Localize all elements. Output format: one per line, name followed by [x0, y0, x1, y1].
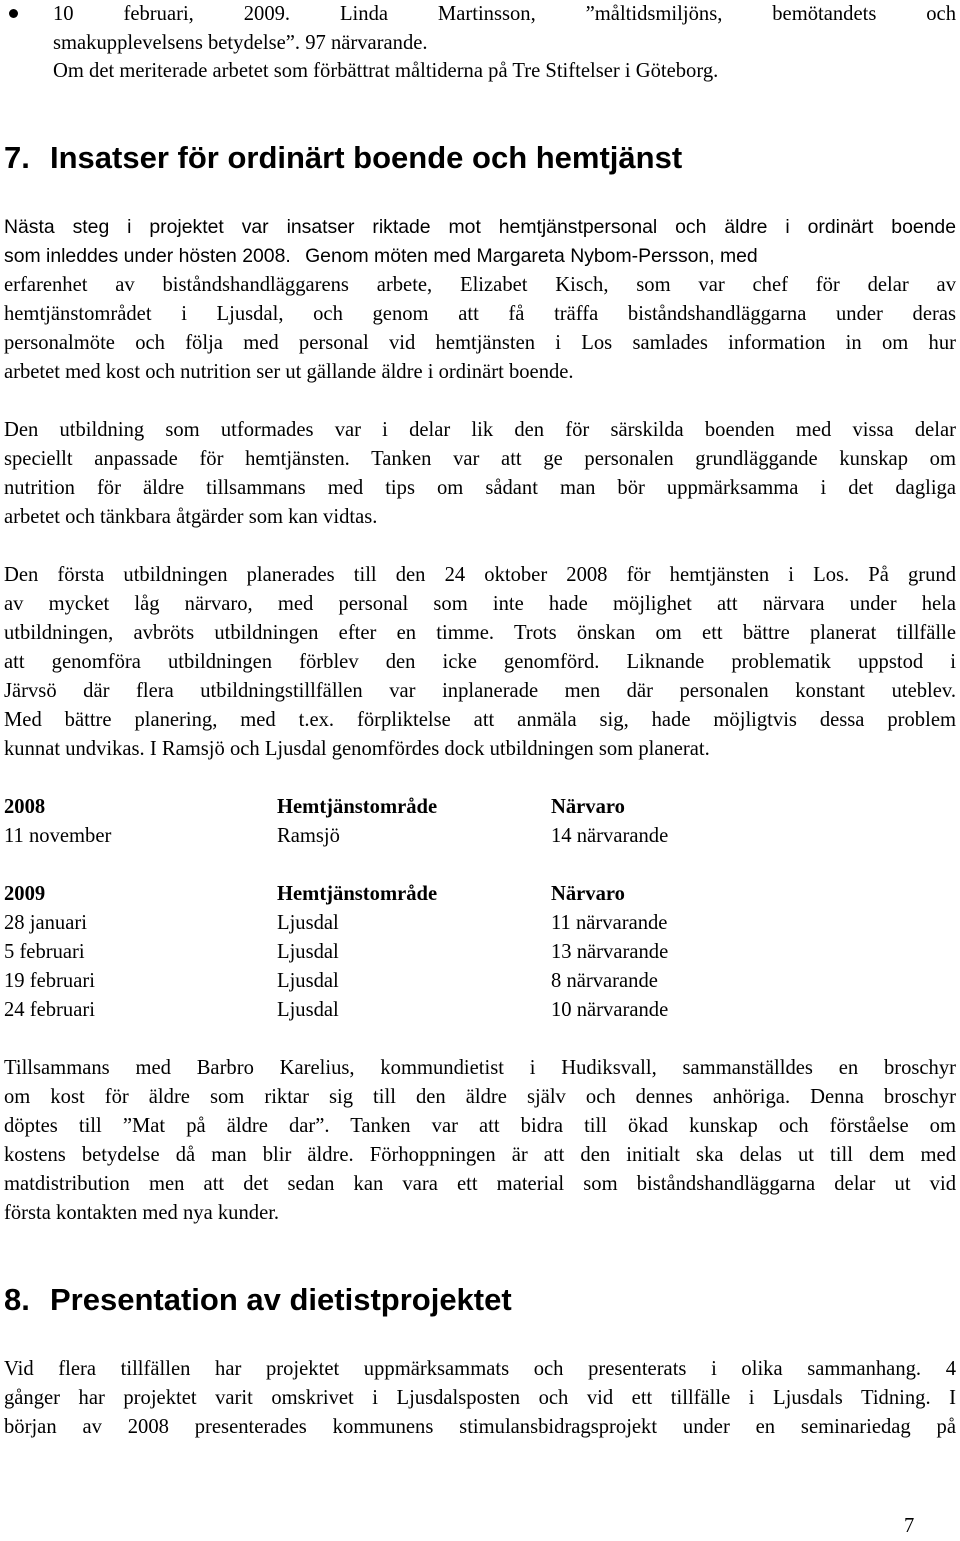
paragraph-line: speciellt anpassade för hemtjänsten. Tanken var att ge personalen grundläggande kunskap om — [4, 448, 956, 470]
table-cell: Ljusdal — [277, 970, 339, 992]
table-header-cell: Hemtjänstområde — [277, 796, 438, 818]
table-cell: 14 närvarande — [551, 825, 669, 847]
table-cell: Ljusdal — [277, 999, 339, 1021]
section-title: Presentation av dietistprojektet — [50, 1282, 512, 1317]
paragraph-line: arbetet med kost och nutrition ser ut gällande äldre i ordinärt boende. — [4, 361, 574, 383]
paragraph-line: Järvsö där flera utbildningstillfällen var inplanerade men där personalen konstant uteblev. — [4, 680, 956, 702]
paragraph-line: att genomföra utbildningen förblev den icke genomförd. Liknande problematik uppstod i — [4, 651, 956, 673]
section-heading — [4, 140, 682, 176]
table-cell: 8 närvarande — [551, 970, 658, 992]
paragraph-line: matdistribution men att det sedan kan vara ett material som biståndshandläggarna delar ut vid — [4, 1173, 956, 1195]
paragraph-line: arbetet och tänkbara åtgärder som kan vidtas. — [4, 506, 378, 528]
paragraph-line: gånger har projektet varit omskrivet i Ljusdalsposten och vid ett tillfälle i Ljusdals Tidning. I — [4, 1387, 956, 1409]
table-cell: 13 närvarande — [551, 941, 669, 963]
table-cell: 5 februari — [4, 941, 85, 963]
paragraph-line: utbildningen, avbröts utbildningen efter en timme. Trots önskan om ett bättre planerat tillfälle — [4, 622, 956, 644]
table-cell: 11 närvarande — [551, 912, 668, 934]
table-header-cell: Närvaro — [551, 796, 625, 818]
paragraph-line: av mycket låg närvaro, med personal som inte hade möjlighet att närvara under hela — [4, 593, 956, 615]
table-header-cell: Hemtjänstområde — [277, 883, 438, 905]
paragraph-line: första kontakten med nya kunder. — [4, 1202, 280, 1224]
paragraph-line: döptes till ”Mat på äldre dar”. Tanken var att bidra till ökad kunskap och förståelse om — [4, 1115, 956, 1137]
table-cell: 11 november — [4, 825, 112, 847]
paragraph-line: Nästa steg i projektet var insatser riktade mot hemtjänstpersonal och äldre i ordinärt boende — [4, 216, 956, 238]
paragraph-line: som inleddes under hösten 2008. Genom möten med Margareta Nybom-Persson, med — [4, 245, 758, 267]
paragraph-line: kunnat undvikas. I Ramsjö och Ljusdal genomfördes dock utbildningen som planerat. — [4, 738, 710, 760]
bullet-line: 10 februari, 2009. Linda Martinsson, ”måltidsmiljöns, bemötandets och — [53, 3, 956, 25]
table-header-cell: 2008 — [4, 796, 46, 818]
paragraph-line: Den utbildning som utformades var i delar lik den för särskilda boenden med vissa delar — [4, 419, 956, 441]
paragraph-line: nutrition för äldre tillsammans med tips om sådant man bör uppmärksamma i det dagliga — [4, 477, 956, 499]
paragraph-line: kostens betydelse då man blir äldre. Förhoppningen är att den initialt ska delas ut till dem med — [4, 1144, 956, 1166]
paragraph-line: Med bättre planering, med t.ex. förpliktelse att anmäla sig, hade möjligtvis dessa problem — [4, 709, 956, 731]
table-cell: 24 februari — [4, 999, 95, 1021]
paragraph-line: om kost för äldre som riktar sig till den äldre själv och dennes anhöriga. Denna broschyr — [4, 1086, 956, 1108]
bullet-icon — [9, 9, 18, 18]
table-cell: Ljusdal — [277, 941, 339, 963]
section-number: 7. — [4, 140, 30, 175]
paragraph-line: Tillsammans med Barbro Karelius, kommundietist i Hudiksvall, sammanställdes en broschyr — [4, 1057, 956, 1079]
bullet-line: Om det meriterade arbetet som förbättrat måltiderna på Tre Stiftelser i Göteborg. — [53, 60, 719, 82]
table-header-cell: 2009 — [4, 883, 46, 905]
paragraph-line: hemtjänstområdet i Ljusdal, och genom att få träffa biståndshandläggarna under deras — [4, 303, 956, 325]
section-title: Insatser för ordinärt boende och hemtjänst — [50, 140, 683, 175]
page-number: 7 — [904, 1515, 915, 1537]
table-cell: 19 februari — [4, 970, 95, 992]
table-cell: Ljusdal — [277, 912, 339, 934]
paragraph-line: Den första utbildningen planerades till den 24 oktober 2008 för hemtjänsten i Los. På grund — [4, 564, 956, 586]
bullet-line: smakupplevelsens betydelse”. 97 närvarande. — [53, 32, 428, 54]
section-heading — [4, 1282, 512, 1318]
table-header-cell: Närvaro — [551, 883, 625, 905]
paragraph-line: Vid flera tillfällen har projektet uppmärksammats och presenterats i olika sammanhang. 4 — [4, 1358, 956, 1380]
table-cell: Ramsjö — [277, 825, 340, 847]
section-number: 8. — [4, 1282, 30, 1317]
paragraph-line: början av 2008 presenterades kommunens stimulansbidragsprojekt under en seminariedag på — [4, 1416, 956, 1438]
paragraph-line: personalmöte och följa med personal vid hemtjänsten i Los samlades information in om hur — [4, 332, 956, 354]
table-cell: 10 närvarande — [551, 999, 669, 1021]
paragraph-line: erfarenhet av biståndshandläggarens arbete, Elizabet Kisch, som var chef för delar av — [4, 274, 956, 296]
table-cell: 28 januari — [4, 912, 87, 934]
